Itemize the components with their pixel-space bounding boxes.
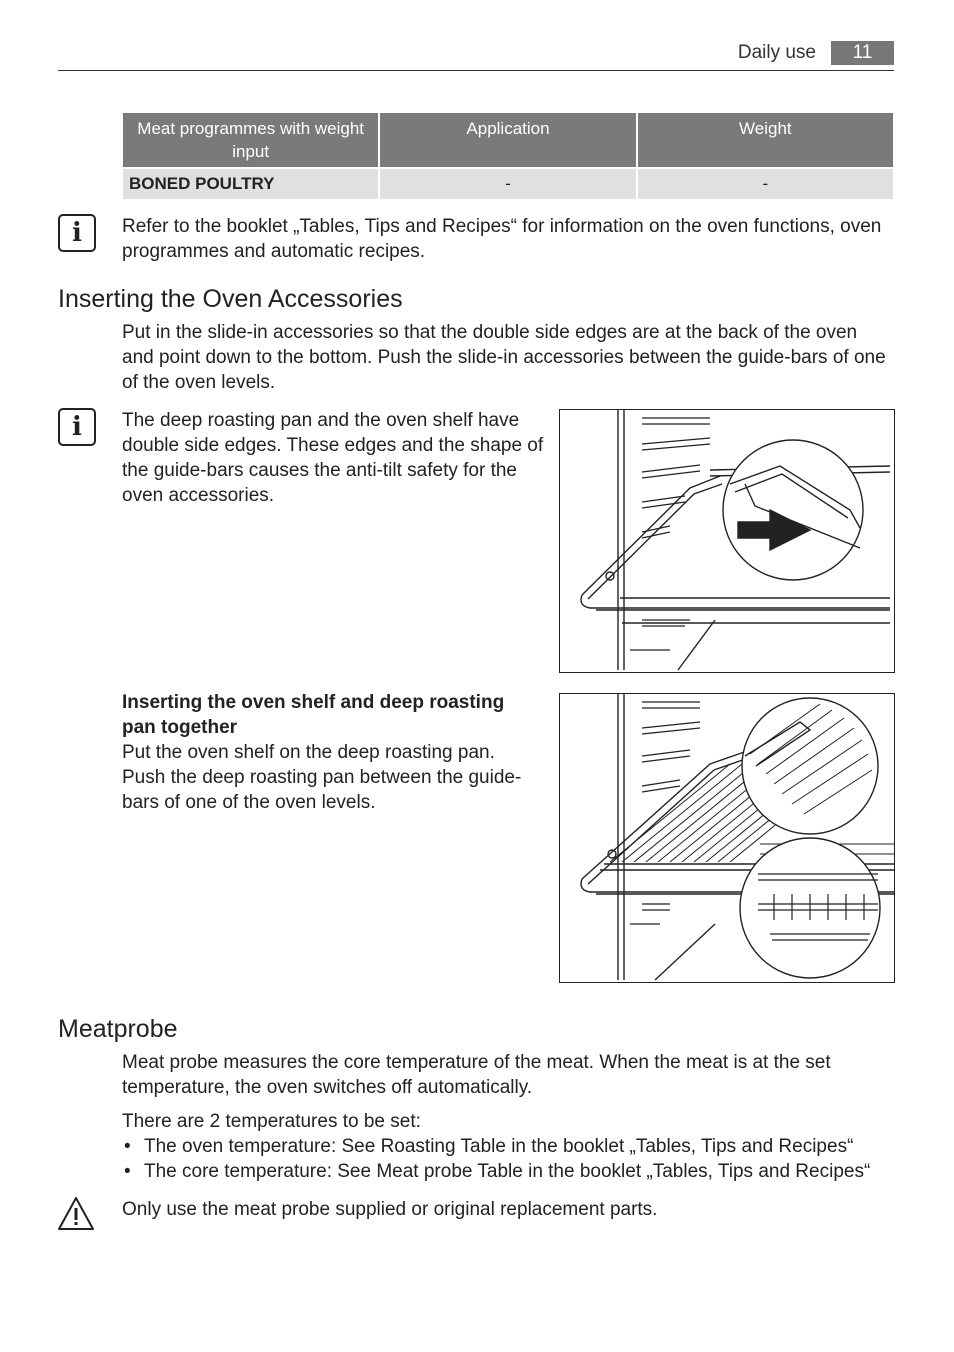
list-item: • The core temperature: See Meat probe Table in the booklet „Tables, Tips and Recipes“ [122, 1159, 894, 1184]
list-item: • The oven temperature: See Roasting Table in the booklet „Tables, Tips and Recipes“ [122, 1134, 894, 1159]
table-header-cell: Application [380, 113, 635, 167]
list-heading: There are 2 temperatures to be set: [122, 1111, 421, 1132]
section-intro: Meat probe measures the core temperature of the meat. When the meat is at the set temperature, the oven switches off automatically. [122, 1052, 831, 1098]
page-number: 11 [831, 41, 894, 65]
section-intro: Put in the slide-in accessories so that the double side edges are at the back of the oven and point down to the bottom. Push the slide-in accessories between the guide-bars of one of the oven levels. [122, 322, 886, 393]
warning-icon [57, 1196, 95, 1232]
table-header-cell: Weight [638, 113, 893, 167]
header-rule [58, 70, 894, 71]
info-note-text: Refer to the booklet „Tables, Tips and Recipes“ for information on the oven functions, oven programmes and automatic recipes. [122, 216, 882, 262]
section-heading: Inserting the Oven Accessories [58, 285, 403, 313]
subsection-text: Put the oven shelf on the deep roasting pan. Push the deep roasting pan between the guide-bars of one of the oven levels. [122, 742, 522, 813]
section-heading: Meatprobe [58, 1015, 178, 1043]
warning-text: Only use the meat probe supplied or original replacement parts. [122, 1199, 658, 1220]
running-header: Daily use [737, 42, 816, 63]
table-header-cell: Meat programmes with weight input [123, 113, 378, 167]
table-cell: BONED POULTRY [123, 169, 378, 199]
subsection-heading: Inserting the oven shelf and deep roasting pan together [122, 692, 505, 738]
roasting-pan-illustration [559, 409, 895, 673]
shelf-and-pan-illustration [559, 693, 895, 983]
info-icon: i [58, 408, 96, 446]
meat-programmes-table [121, 111, 895, 201]
table-cell: - [638, 169, 893, 199]
temperature-list [122, 1134, 894, 1184]
info-icon: i [58, 214, 96, 252]
info-note-text: The deep roasting pan and the oven shelf have double side edges. These edges and the shape of the guide-bars causes the anti-tilt safety for the oven accessories. [122, 410, 544, 506]
table-row [123, 169, 893, 199]
table-cell: - [380, 169, 635, 199]
table-header-row [123, 113, 893, 167]
